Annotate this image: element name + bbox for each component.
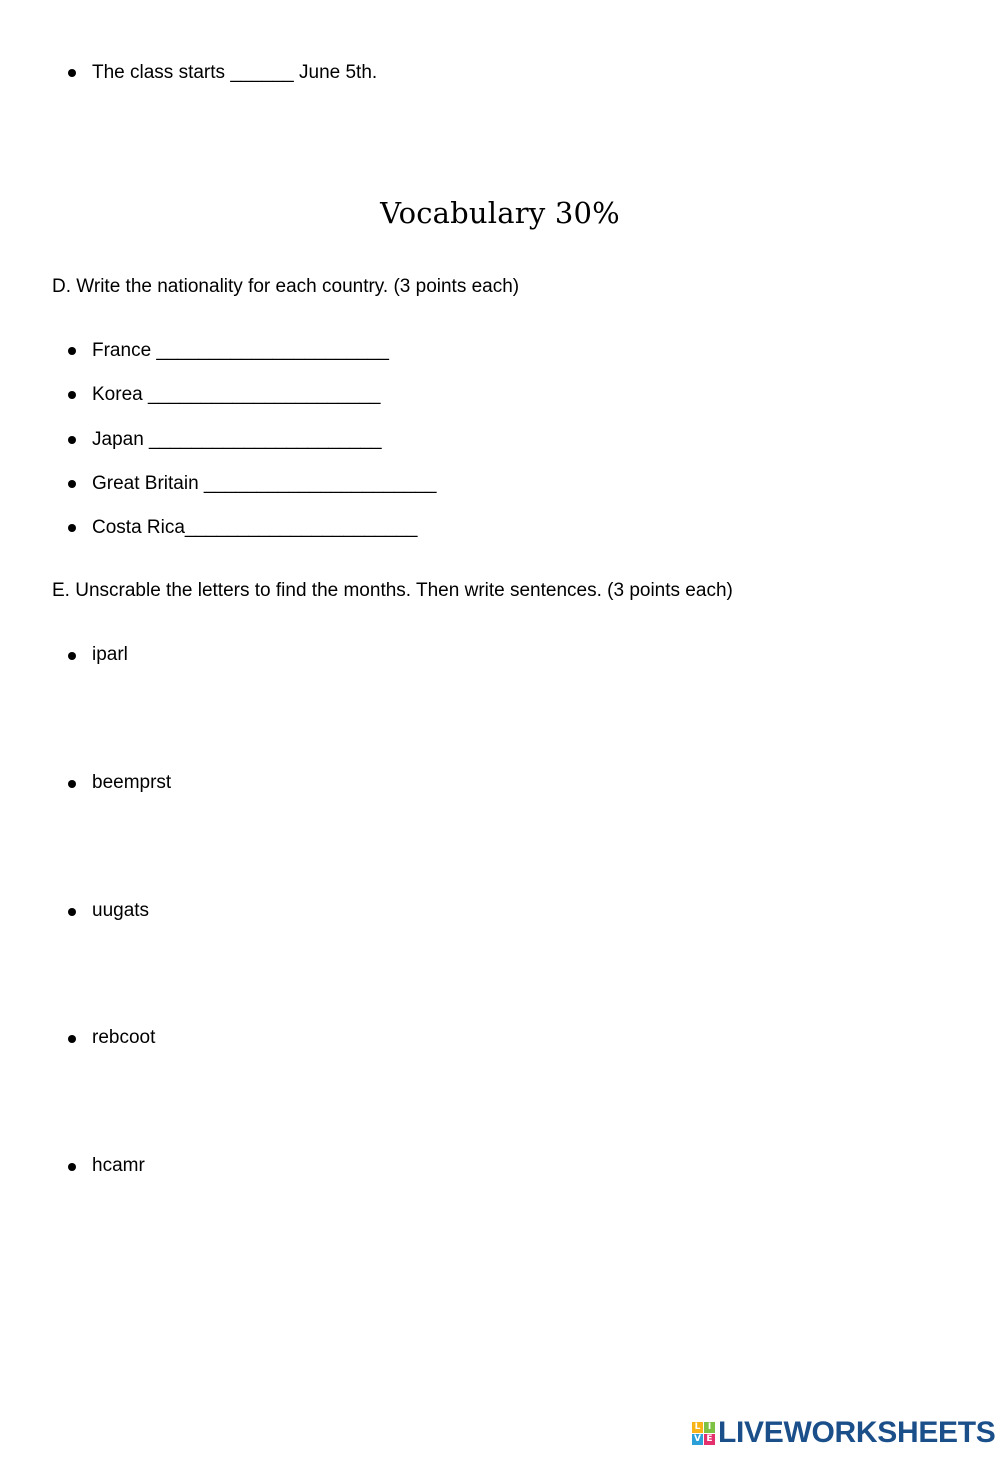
bullet — [68, 780, 76, 788]
bullet — [68, 480, 76, 488]
liveworksheets-logo-icon — [692, 1422, 715, 1445]
nationality-item-japan: Japan ______________________ — [92, 429, 382, 450]
bullet — [68, 436, 76, 444]
bullet — [68, 391, 76, 399]
nationality-item-korea: Korea ______________________ — [92, 384, 381, 405]
logo-mark-cell: E — [704, 1434, 715, 1445]
scrambled-month-item: iparl — [92, 644, 128, 665]
bullet — [68, 1163, 76, 1171]
bullet — [68, 1035, 76, 1043]
nationality-item-great-britain: Great Britain ______________________ — [92, 473, 437, 494]
section-e-instruction: E. Unscrable the letters to find the months. Then write sentences. (3 points each) — [52, 580, 733, 601]
liveworksheets-logo-text: LIVEWORKSHEETS — [718, 1416, 996, 1449]
bullet — [68, 908, 76, 916]
scrambled-month-item: uugats — [92, 900, 150, 921]
bullet — [68, 347, 76, 355]
scrambled-month-item: rebcoot — [92, 1027, 156, 1048]
bullet — [68, 652, 76, 660]
scrambled-month-item: hcamr — [92, 1155, 145, 1176]
liveworksheets-logo — [692, 1418, 996, 1448]
bullet — [68, 69, 76, 77]
bullet — [68, 524, 76, 532]
nationality-item-costa-rica: Costa Rica______________________ — [92, 517, 418, 538]
fill-in-sentence: The class starts ______ June 5th. — [92, 62, 378, 83]
section-d-instruction: D. Write the nationality for each country. (3 points each) — [52, 276, 520, 297]
nationality-item-france: France ______________________ — [92, 340, 389, 361]
scrambled-month-item: beemprst — [92, 772, 172, 793]
section-title: Vocabulary 30% — [380, 196, 620, 230]
logo-mark-cell: L — [692, 1422, 703, 1433]
logo-mark-cell: I — [704, 1422, 715, 1433]
logo-mark-cell: V — [692, 1434, 703, 1445]
